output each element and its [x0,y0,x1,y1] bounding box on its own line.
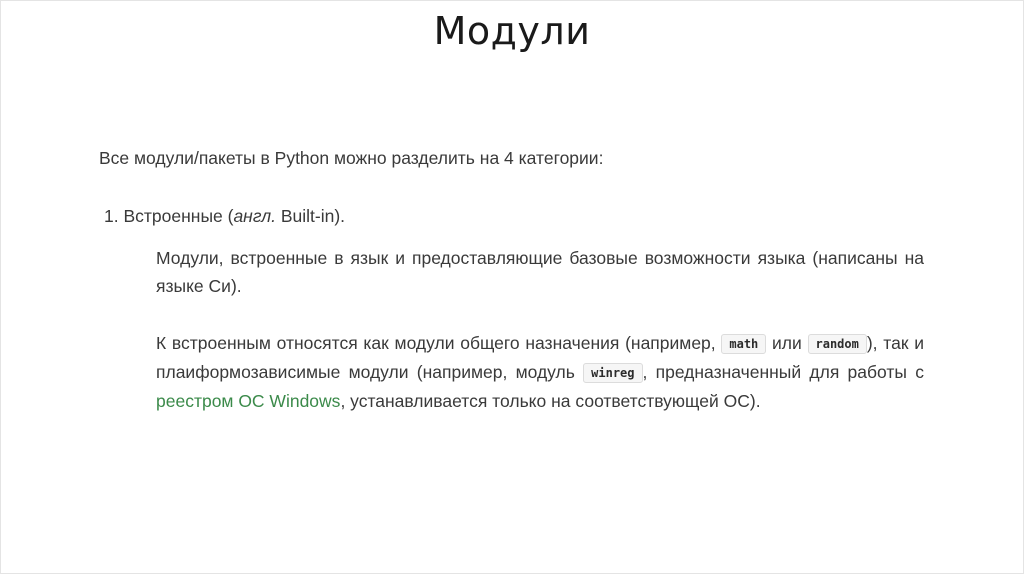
list-item-builtin [104,203,345,229]
code-math: math [721,334,766,354]
intro-text: Все модули/пакеты в Python можно разделить на 4 категории: [99,148,604,168]
paragraph-builtin-examples [156,329,924,415]
paragraph2-part2: или [766,333,808,353]
paragraph2-part1: К встроенным относятся как модули общего назначения (например, [156,333,722,353]
paragraph-builtin-description: Модули, встроенные в язык и предоставляющие базовые возможности языка (написаны на языке Си). [156,248,924,296]
paragraph2-part5: , устанавливается только на соответствующей ОС). [340,391,761,411]
code-random: random [808,334,867,354]
list-item-italic: англ. [233,206,276,226]
list-item-text-before: Встроенные ( [123,206,234,226]
paragraph2-part3: ), так и плаиформозависимые модули (например, модуль [156,333,924,382]
list-item-number: 1. [104,206,119,226]
code-winreg: winreg [583,363,642,383]
windows-registry-link[interactable]: реестром ОС Windows [156,391,341,411]
paragraph2-part4: , предназначенный для работы с [642,362,924,382]
list-item-text-after: Built-in). [275,206,346,226]
slide-title: Модули [433,9,591,53]
